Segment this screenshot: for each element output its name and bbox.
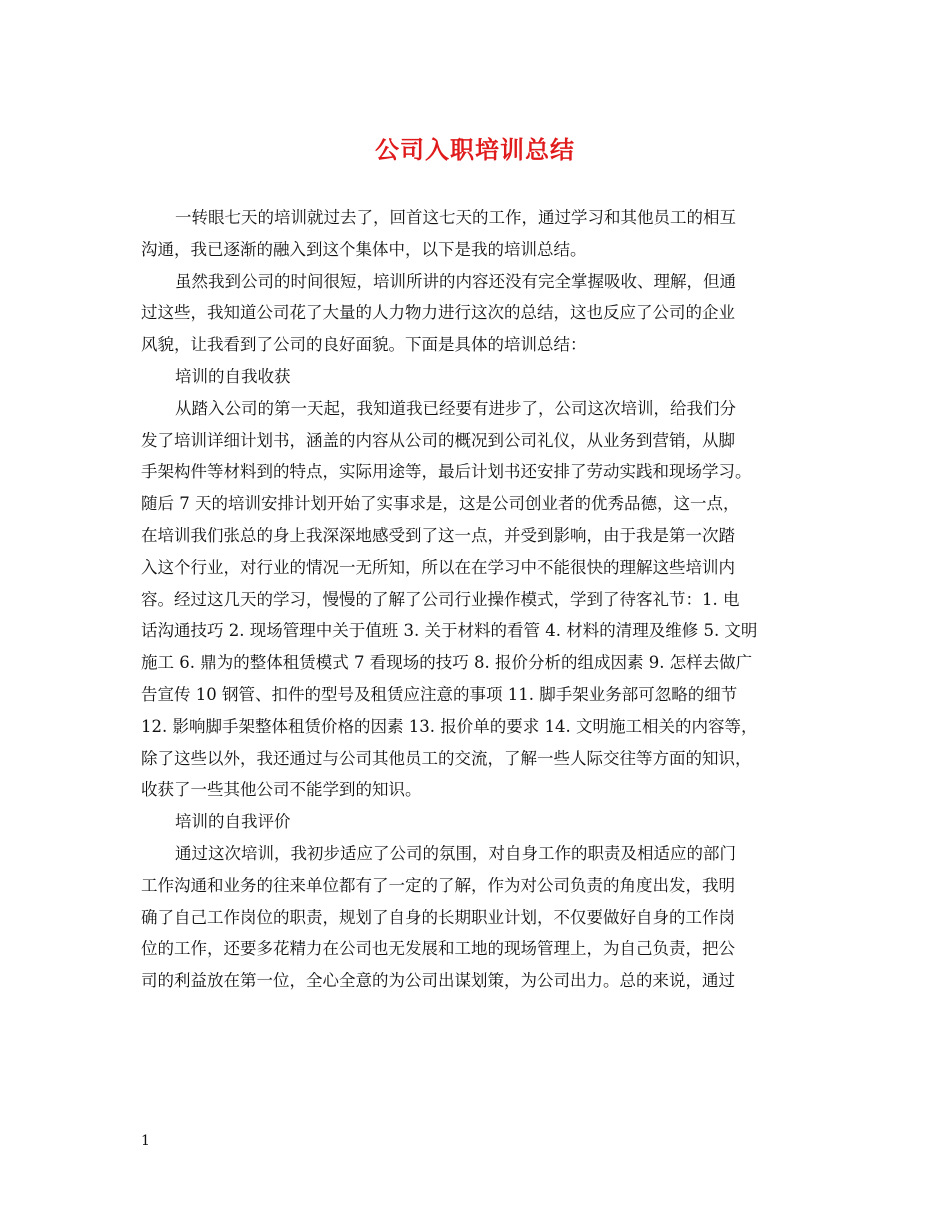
body-line: 12. 影响脚手架整体租赁价格的因素 13. 报价单的要求 14. 文明施工相关的内容等， <box>141 716 758 736</box>
body-line: 过这些，我知道公司花了大量的人力物力进行这次的总结，这也反应了公司的企业 <box>141 303 735 323</box>
body-line: 位的工作，还要多花精力在公司也无发展和工地的现场管理上，为自己负责，把公 <box>141 939 735 959</box>
body-line: 收获了一些其他公司不能学到的知识。 <box>141 780 422 800</box>
body-line: 手架构件等材料到的特点，实际用途等，最后计划书还安排了劳动实践和现场学习。 <box>141 462 752 482</box>
body-line: 一转眼七天的培训就过去了，回首这七天的工作，通过学习和其他员工的相互 <box>175 208 736 227</box>
body-line: 司的利益放在第一位，全心全意的为公司出谋划策，为公司出力。总的来说，通过 <box>141 971 735 991</box>
body-line: 在培训我们张总的身上我深深地感受到了这一点，并受到影响，由于我是第一次踏 <box>141 525 735 545</box>
body-line: 工作沟通和业务的往来单位都有了一定的了解，作为对公司负责的角度出发，我明 <box>141 875 735 895</box>
body-line: 培训的自我评价 <box>175 812 291 832</box>
body-line: 告宣传 10 钢管、扣件的型号及租赁应注意的事项 11. 脚手架业务部可忽略的细节 <box>141 684 738 704</box>
page-number: 1 <box>141 1133 150 1149</box>
body-line: 随后 7 天的培训安排计划开始了实事求是，这是公司创业者的优秀品德，这一点， <box>141 494 740 514</box>
body-line: 虽然我到公司的时间很短，培训所讲的内容还没有完全掌握吸收、理解，但通 <box>175 271 736 291</box>
body-line: 通过这次培训，我初步适应了公司的氛围，对自身工作的职责及相适应的部门 <box>175 843 736 863</box>
body-line: 话沟通技巧 2. 现场管理中关于值班 3. 关于材料的看管 4. 材料的清理及维修 5. 文明 <box>141 621 758 641</box>
body-line: 从踏入公司的第一天起，我知道我已经要有进步了，公司这次培训，给我们分 <box>175 398 736 418</box>
document-title: 公司入职培训总结 <box>375 135 575 164</box>
body-line: 沟通，我已逐渐的融入到这个集体中，以下是我的培训总结。 <box>141 239 587 259</box>
document-body <box>141 202 811 997</box>
body-line: 除了这些以外，我还通过与公司其他员工的交流，了解一些人际交往等方面的知识， <box>141 748 752 768</box>
body-line: 培训的自我收获 <box>175 366 291 386</box>
body-line: 风貌，让我看到了公司的良好面貌。下面是具体的培训总结： <box>141 335 587 355</box>
body-line: 确了自己工作岗位的职责，规划了自身的长期职业计划，不仅要做好自身的工作岗 <box>141 907 735 927</box>
body-line: 施工 6. 鼎为的整体租赁模式 7 看现场的技巧 8. 报价分析的组成因素 9. 怎样去做广 <box>141 653 753 673</box>
body-line: 入这个行业，对行业的情况一无所知，所以在在学习中不能很快的理解这些培训内 <box>141 557 735 577</box>
body-line: 容。经过这几天的学习，慢慢的了解了公司行业操作模式，学到了待客礼节：1. 电 <box>141 589 740 609</box>
body-line: 发了培训详细计划书，涵盖的内容从公司的概况到公司礼仪，从业务到营销，从脚 <box>141 430 735 450</box>
